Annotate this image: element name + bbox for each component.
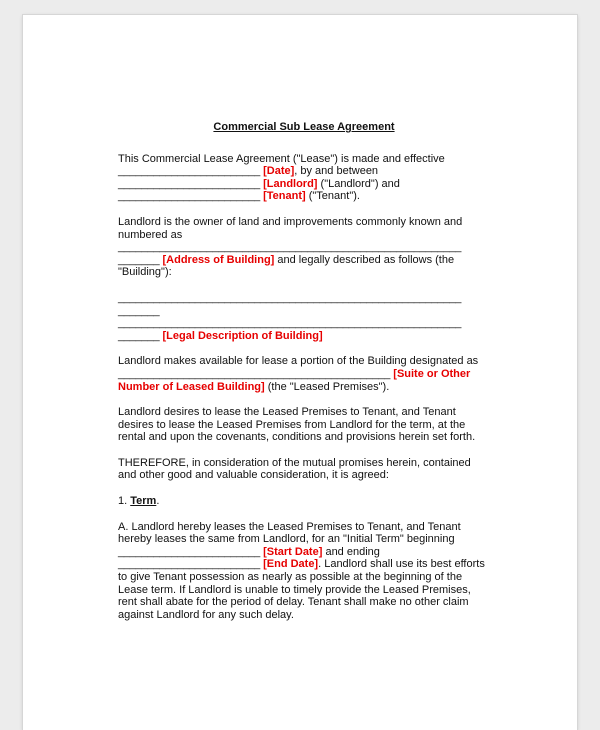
paragraph-parties: This Commercial Lease Agreement ("Lease") is made and effective ________________________ [Date], by and between ________________________ [Landlord] ("Landlord") and ________________________ [Tenant] ("Tenant").: [118, 152, 445, 203]
section-heading-term: 1. Term.: [118, 495, 160, 508]
placeholder-address: [Address of Building]: [162, 253, 275, 266]
placeholder-landlord: [Landlord]: [263, 177, 318, 190]
blank-line: __________________________________________________________: [118, 291, 462, 304]
initial-term-intro: A. Landlord hereby leases the Leased Premises to Tenant, and Tenant hereby leases the same from Landlord, for an "Initial Term" beginning: [118, 520, 461, 546]
paragraph-building: Landlord is the owner of land and improvements commonly known and numbered as __________________________________________________________ _______ [Address of Building] and legally described as follows (the "Building"):: [118, 215, 463, 279]
placeholder-legal-description: [Legal Description of Building]: [162, 329, 323, 342]
placeholder-tenant: [Tenant]: [263, 190, 306, 203]
paragraph-initial-term: A. Landlord hereby leases the Leased Premises to Tenant, and Tenant hereby leases the same from Landlord, for an "Initial Term" beginning ________________________ [Start Date] and ending ________________________ [End Date]. Landlord shall use its best efforts to give Tenant possession as nearly as possible at the beginning of the Lease term. If Landlord is unable to timely provide the Leased Premises, rent shall abate for the period of delay. Tenant shall make no other claim against Landlord for any such delay.: [118, 520, 485, 621]
document-page: [23, 15, 577, 730]
blank-line: _______: [118, 329, 160, 342]
blank-line: ______________________________________________: [118, 367, 391, 380]
paragraph-desire: Landlord desires to lease the Leased Premises to Tenant, and Tenant desires to lease the Leased Premises from Landlord for the term, at the rental and upon the covenants, conditions and provisions herein set forth.: [118, 406, 476, 444]
blank-line: __________________________________________________________: [118, 317, 462, 330]
blank-line: ________________________: [118, 165, 261, 178]
placeholder-suite: [Suite or Other Number of Leased Building]: [118, 367, 471, 393]
blank-line: ________________________: [118, 558, 261, 571]
document-body: [118, 121, 490, 634]
placeholder-start-date: [Start Date]: [263, 545, 323, 558]
document-title: Commercial Sub Lease Agreement: [213, 121, 395, 133]
blank-line: ________________________: [118, 177, 261, 190]
parties-intro: This Commercial Lease Agreement ("Lease") is made and effective: [118, 152, 445, 165]
blank-line: ________________________: [118, 545, 261, 558]
paragraph-premises: Landlord makes available for lease a portion of the Building designated as ______________________________________________ [Suite or Other Number of Leased Building] (the "Leased Premises").: [118, 355, 479, 393]
blank-line: ________________________: [118, 190, 261, 203]
premises-intro: Landlord makes available for lease a portion of the Building designated as: [118, 355, 479, 368]
paragraph-legal-description: [118, 292, 490, 342]
placeholder-date: [Date]: [263, 165, 295, 178]
blank-line: _______: [118, 253, 160, 266]
placeholder-end-date: [End Date]: [263, 558, 319, 571]
blank-line: _______: [118, 304, 160, 317]
building-intro: Landlord is the owner of land and improvements commonly known and numbered as: [118, 215, 463, 241]
paragraph-therefore: THEREFORE, in consideration of the mutual promises herein, contained and other good and valuable consideration, it is agreed:: [118, 456, 471, 482]
blank-line: __________________________________________________________: [118, 241, 462, 254]
term-heading: Term: [130, 495, 157, 508]
